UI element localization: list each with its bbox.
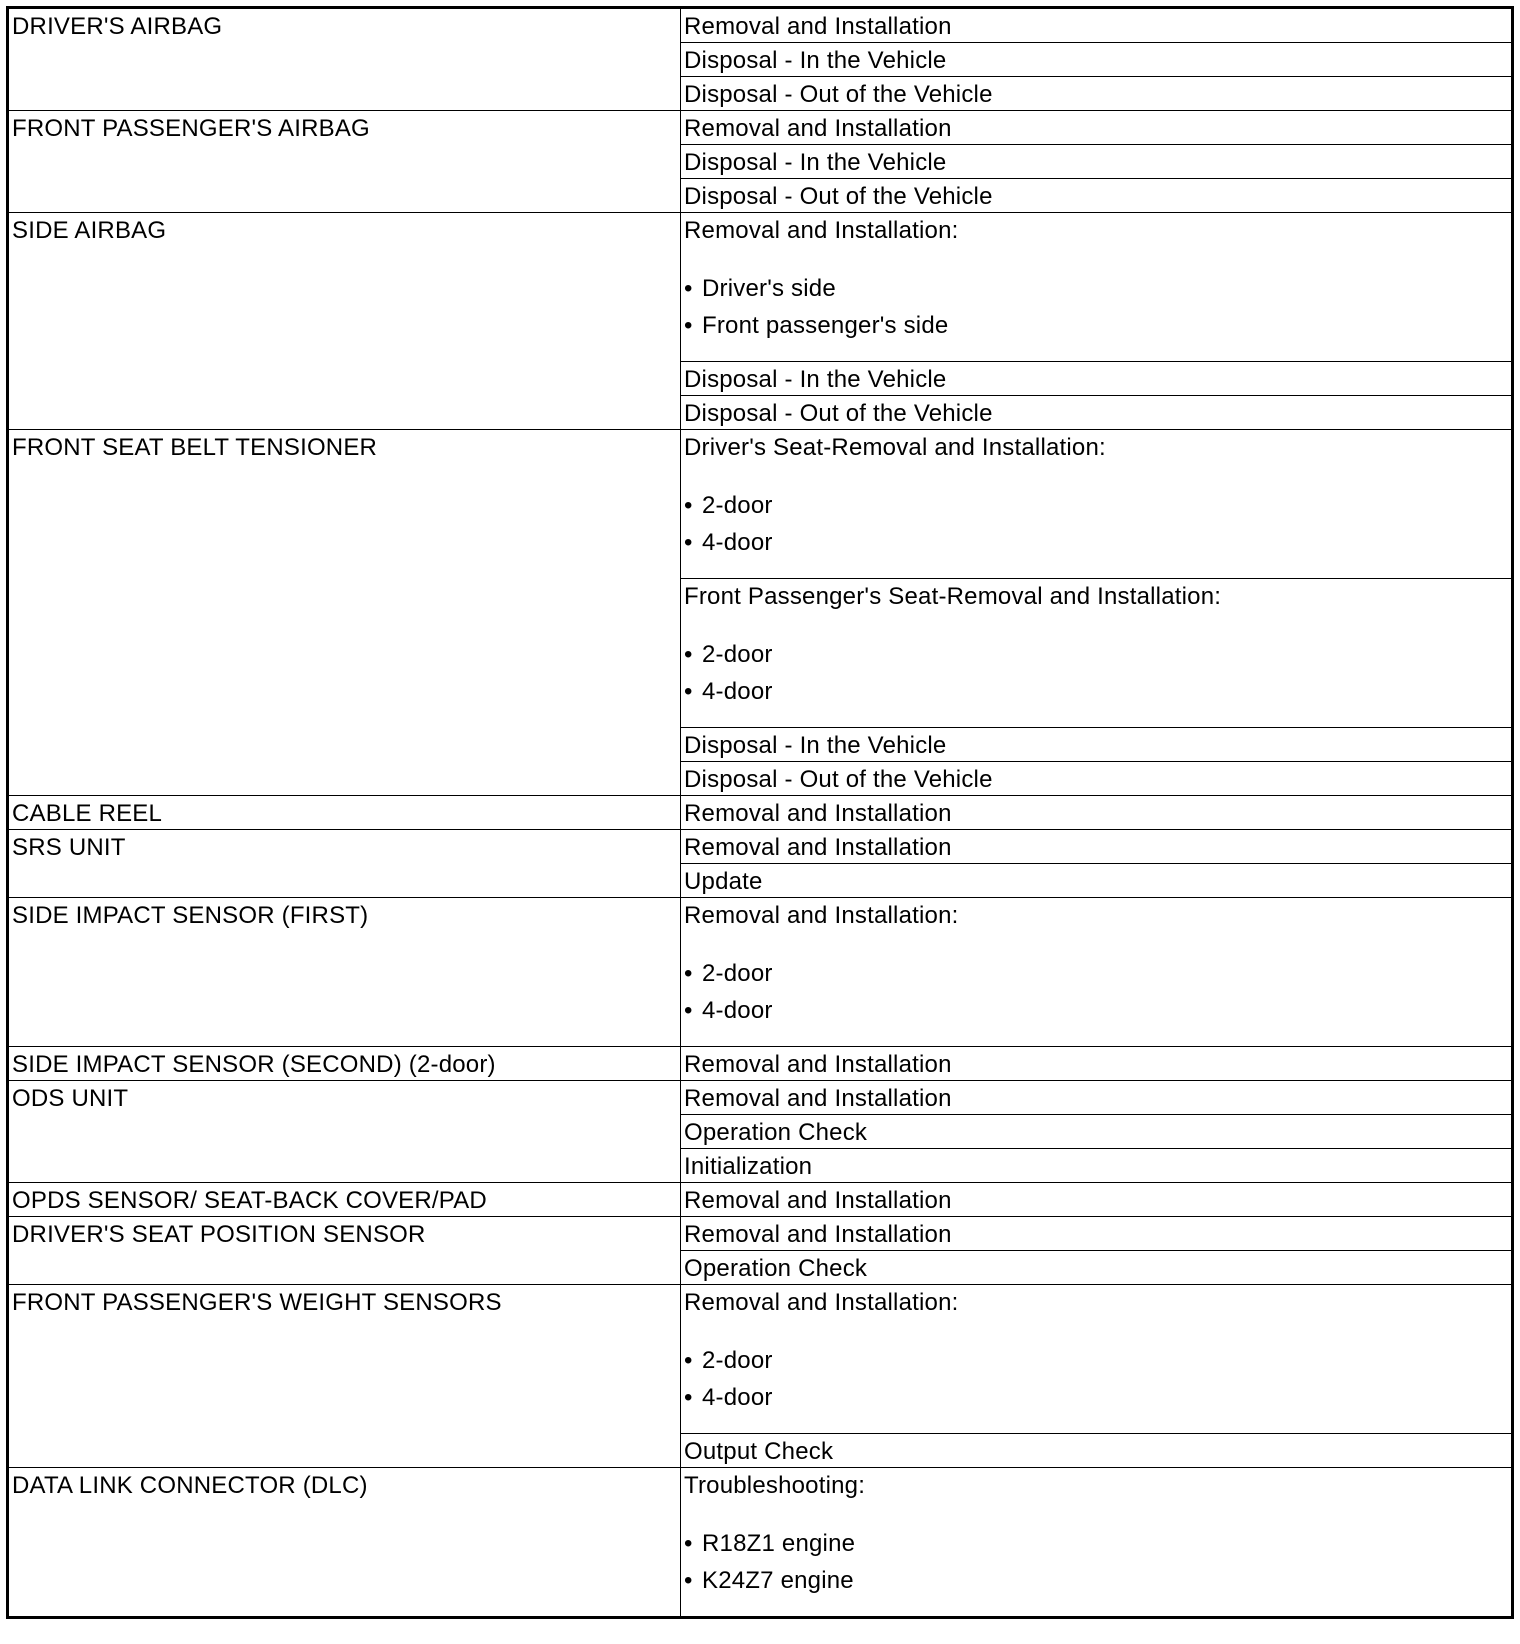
component-cell xyxy=(8,1217,681,1285)
component-name: DRIVER'S SEAT POSITION SENSOR xyxy=(12,1221,426,1248)
component-name: FRONT SEAT BELT TENSIONER xyxy=(12,434,378,461)
component-cell xyxy=(8,111,681,213)
procedure-cell xyxy=(681,1183,1513,1217)
procedure-link[interactable]: Removal and Installation xyxy=(684,834,952,861)
component-name: DRIVER'S AIRBAG xyxy=(12,13,223,40)
procedure-cell xyxy=(681,830,1513,864)
procedure-link[interactable]: Disposal - In the Vehicle xyxy=(684,366,947,393)
procedure-link[interactable]: Removal and Installation: xyxy=(684,902,959,929)
table-body xyxy=(8,8,1513,1618)
procedure-cell xyxy=(681,762,1513,796)
procedure-cell xyxy=(681,1149,1513,1183)
component-name: FRONT PASSENGER'S WEIGHT SENSORS xyxy=(12,1289,502,1316)
procedure-cell xyxy=(681,396,1513,430)
bullet-list xyxy=(684,641,1508,715)
procedure-cell xyxy=(681,1251,1513,1285)
bullet-list xyxy=(684,492,1508,566)
component-name: SRS UNIT xyxy=(12,834,126,861)
bullet-icon: • xyxy=(684,1347,693,1374)
component-name: ODS UNIT xyxy=(12,1085,129,1112)
bullet-text: K24Z7 engine xyxy=(702,1567,854,1594)
bullet-icon: • xyxy=(684,1384,693,1411)
table-row xyxy=(8,1183,1513,1217)
component-name: FRONT PASSENGER'S AIRBAG xyxy=(12,115,370,142)
procedure-link[interactable]: Removal and Installation: xyxy=(684,1289,959,1316)
table-row xyxy=(8,430,1513,579)
bullet-text: R18Z1 engine xyxy=(702,1530,856,1557)
component-cell xyxy=(8,898,681,1047)
procedure-link[interactable]: Disposal - Out of the Vehicle xyxy=(684,400,993,427)
procedure-link[interactable]: Removal and Installation xyxy=(684,1221,952,1248)
bullet-item[interactable] xyxy=(684,641,1508,678)
table-row xyxy=(8,830,1513,864)
procedure-cell xyxy=(681,77,1513,111)
bullet-item[interactable] xyxy=(684,1567,1508,1604)
component-name: DATA LINK CONNECTOR (DLC) xyxy=(12,1472,368,1499)
procedure-cell xyxy=(681,1434,1513,1468)
component-name: SIDE AIRBAG xyxy=(12,217,167,244)
table-row xyxy=(8,1468,1513,1618)
table-row xyxy=(8,1217,1513,1251)
procedure-link[interactable]: Disposal - Out of the Vehicle xyxy=(684,183,993,210)
procedure-link[interactable]: Removal and Installation xyxy=(684,13,952,40)
procedure-link[interactable]: Disposal - In the Vehicle xyxy=(684,149,947,176)
procedure-link[interactable]: Disposal - In the Vehicle xyxy=(684,732,947,759)
component-name: CABLE REEL xyxy=(12,800,163,827)
procedure-link[interactable]: Front Passenger's Seat-Removal and Installation: xyxy=(684,583,1222,610)
procedure-cell xyxy=(681,145,1513,179)
component-cell xyxy=(8,796,681,830)
procedure-link[interactable]: Output Check xyxy=(684,1438,834,1465)
bullet-item[interactable] xyxy=(684,1347,1508,1384)
procedure-link[interactable]: Removal and Installation xyxy=(684,800,952,827)
procedure-cell xyxy=(681,43,1513,77)
bullet-item[interactable] xyxy=(684,997,1508,1034)
procedure-cell xyxy=(681,579,1513,728)
procedure-link[interactable]: Disposal - Out of the Vehicle xyxy=(684,766,993,793)
table-row xyxy=(8,796,1513,830)
table-row xyxy=(8,213,1513,362)
bullet-item[interactable] xyxy=(684,1530,1508,1567)
bullet-icon: • xyxy=(684,678,693,705)
bullet-list xyxy=(684,1347,1508,1421)
component-cell xyxy=(8,213,681,430)
table-row xyxy=(8,1285,1513,1434)
component-cell xyxy=(8,830,681,898)
bullet-item[interactable] xyxy=(684,678,1508,715)
bullet-text: Driver's side xyxy=(702,275,836,302)
procedure-cell xyxy=(681,362,1513,396)
procedure-cell xyxy=(681,213,1513,362)
component-cell xyxy=(8,1285,681,1468)
procedure-link[interactable]: Removal and Installation xyxy=(684,1085,952,1112)
procedure-cell xyxy=(681,1115,1513,1149)
bullet-item[interactable] xyxy=(684,312,1508,349)
bullet-text: 4-door xyxy=(702,529,773,556)
table-row xyxy=(8,8,1513,43)
component-name: SIDE IMPACT SENSOR (FIRST) xyxy=(12,902,369,929)
bullet-text: 4-door xyxy=(702,997,773,1024)
bullet-item[interactable] xyxy=(684,1384,1508,1421)
bullet-icon: • xyxy=(684,492,693,519)
procedure-link[interactable]: Removal and Installation xyxy=(684,115,952,142)
procedure-cell xyxy=(681,430,1513,579)
procedure-cell xyxy=(681,111,1513,145)
bullet-text: 2-door xyxy=(702,1347,773,1374)
bullet-icon: • xyxy=(684,960,693,987)
procedure-link[interactable]: Initialization xyxy=(684,1153,813,1180)
bullet-icon: • xyxy=(684,529,693,556)
bullet-list xyxy=(684,1530,1508,1604)
bullet-item[interactable] xyxy=(684,275,1508,312)
procedure-link[interactable]: Troubleshooting: xyxy=(684,1472,866,1499)
table-row xyxy=(8,1047,1513,1081)
procedure-cell xyxy=(681,796,1513,830)
procedure-link[interactable]: Disposal - Out of the Vehicle xyxy=(684,81,993,108)
bullet-list xyxy=(684,960,1508,1034)
bullet-text: 2-door xyxy=(702,492,773,519)
procedure-link[interactable]: Removal and Installation xyxy=(684,1187,952,1214)
component-cell xyxy=(8,8,681,111)
table-row xyxy=(8,1081,1513,1115)
procedure-cell xyxy=(681,898,1513,1047)
bullet-icon: • xyxy=(684,275,693,302)
procedure-link[interactable]: Removal and Installation xyxy=(684,1051,952,1078)
procedure-link[interactable]: Operation Check xyxy=(684,1255,868,1282)
component-cell xyxy=(8,430,681,796)
bullet-text: 4-door xyxy=(702,678,773,705)
bullet-icon: • xyxy=(684,312,693,339)
procedure-cell xyxy=(681,728,1513,762)
bullet-text: Front passenger's side xyxy=(702,312,949,339)
bullet-item[interactable] xyxy=(684,529,1508,566)
procedure-cell xyxy=(681,1047,1513,1081)
procedure-cell xyxy=(681,1468,1513,1618)
procedure-cell xyxy=(681,8,1513,43)
component-cell xyxy=(8,1047,681,1081)
procedure-link[interactable]: Removal and Installation: xyxy=(684,217,959,244)
bullet-text: 2-door xyxy=(702,641,773,668)
component-name: SIDE IMPACT SENSOR (SECOND) (2-door) xyxy=(12,1051,496,1078)
bullet-text: 4-door xyxy=(702,1384,773,1411)
component-cell xyxy=(8,1183,681,1217)
bullet-item[interactable] xyxy=(684,492,1508,529)
procedure-cell xyxy=(681,864,1513,898)
bullet-item[interactable] xyxy=(684,960,1508,997)
procedure-cell xyxy=(681,179,1513,213)
srs-component-table xyxy=(6,6,1514,1619)
bullet-text: 2-door xyxy=(702,960,773,987)
bullet-icon: • xyxy=(684,1567,693,1594)
procedure-link[interactable]: Disposal - In the Vehicle xyxy=(684,47,947,74)
procedure-cell xyxy=(681,1217,1513,1251)
component-name: OPDS SENSOR/ SEAT-BACK COVER/PAD xyxy=(12,1187,487,1214)
component-cell xyxy=(8,1081,681,1183)
bullet-icon: • xyxy=(684,997,693,1024)
bullet-icon: • xyxy=(684,641,693,668)
procedure-cell xyxy=(681,1285,1513,1434)
bullet-icon: • xyxy=(684,1530,693,1557)
procedure-cell xyxy=(681,1081,1513,1115)
component-cell xyxy=(8,1468,681,1618)
procedure-link[interactable]: Driver's Seat-Removal and Installation: xyxy=(684,434,1106,461)
table-row xyxy=(8,111,1513,145)
bullet-list xyxy=(684,275,1508,349)
procedure-link[interactable]: Update xyxy=(684,868,763,895)
procedure-link[interactable]: Operation Check xyxy=(684,1119,868,1146)
table-row xyxy=(8,898,1513,1047)
